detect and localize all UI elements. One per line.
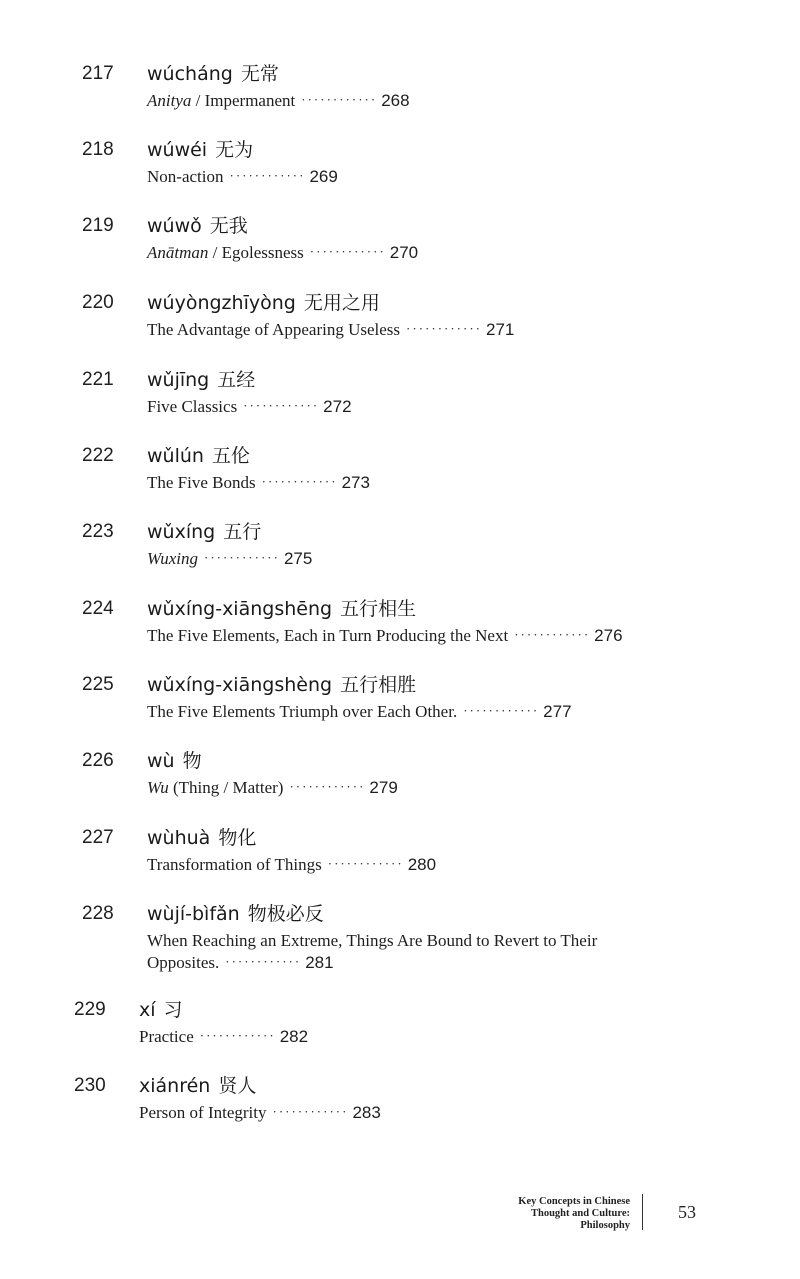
- entry-number: 222: [82, 445, 114, 466]
- entry-term: [147, 597, 416, 621]
- entry-page-number: 283: [352, 1103, 381, 1122]
- entry-term: [147, 138, 253, 162]
- entry-hanzi: 五伦: [211, 445, 250, 467]
- book-title-line-1: Key Concepts in Chinese: [518, 1196, 630, 1207]
- entry-term: [147, 291, 380, 315]
- entry-number: 225: [82, 674, 114, 695]
- entry-hanzi: 五行相胜: [340, 674, 417, 696]
- entry-pinyin: wúcháng: [147, 63, 233, 85]
- entry-page-number: 279: [369, 778, 398, 797]
- book-title-line-3: Philosophy: [580, 1220, 630, 1231]
- entry-term: [147, 368, 255, 392]
- entry-number: 218: [82, 139, 114, 160]
- dot-leader: ············: [309, 244, 386, 259]
- entry-description-text: When Reaching an Extreme, Things Are Bound to Revert to Their Opposites.: [147, 931, 598, 972]
- entry-number: 221: [82, 369, 114, 390]
- entry-page-number: 273: [341, 473, 370, 492]
- dot-leader: ············: [225, 954, 302, 969]
- entry-page-number: 281: [305, 953, 334, 972]
- entry-description-text: The Five Bonds: [147, 473, 256, 492]
- entry-number: 227: [82, 827, 114, 848]
- entry-description-text: The Five Elements Triumph over Each Other.: [147, 702, 458, 721]
- entry-description[interactable]: [139, 1102, 381, 1125]
- entry-pinyin: wúwéi: [147, 139, 208, 161]
- entry-number: 217: [82, 63, 114, 84]
- entry-description[interactable]: [147, 548, 312, 571]
- dot-leader: ············: [463, 703, 540, 718]
- entry-pinyin: wǔxíng-xiāngshēng: [147, 598, 333, 620]
- entry-hanzi: 五行相生: [340, 598, 417, 620]
- entry-description-text: / Egolessness: [208, 243, 304, 262]
- entry-description-italic: Wu: [147, 778, 169, 797]
- entry-description[interactable]: [147, 930, 647, 975]
- entry-term: [147, 749, 202, 773]
- entry-term: [147, 902, 324, 926]
- entry-hanzi: 五行: [223, 521, 262, 543]
- entry-page-number: 270: [389, 243, 419, 262]
- footer-divider: [642, 1194, 643, 1230]
- entry-hanzi: 物极必反: [247, 903, 324, 925]
- entry-term: [147, 826, 256, 850]
- entry-description-text: / Impermanent: [191, 91, 296, 110]
- entry-description-text: Five Classics: [147, 397, 238, 416]
- entry-description[interactable]: [147, 625, 623, 648]
- page-footer: [500, 1192, 700, 1240]
- entry-description-italic: Wuxing: [147, 549, 198, 568]
- entry-term: [147, 444, 250, 468]
- entry-description-text: Transformation of Things: [147, 855, 322, 874]
- entry-description[interactable]: [147, 396, 352, 419]
- entry-page-number: 277: [543, 702, 572, 721]
- entry-number: 230: [74, 1075, 106, 1096]
- entry-hanzi: 物化: [218, 827, 257, 849]
- page-number: 53: [678, 1202, 696, 1222]
- dot-leader: ············: [514, 627, 591, 642]
- entry-page-number: 271: [486, 320, 515, 339]
- entry-number: 219: [82, 215, 114, 236]
- entry-page-number: 268: [381, 91, 410, 110]
- entry-term: [147, 214, 248, 238]
- entry-description-italic: Anitya: [147, 91, 192, 110]
- entry-term: [139, 998, 183, 1022]
- entry-pinyin: xiánrén: [139, 1075, 211, 1097]
- entry-description[interactable]: [147, 777, 398, 800]
- entry-description[interactable]: [139, 1026, 308, 1049]
- entry-description-text: (Thing / Matter): [168, 778, 284, 797]
- entry-hanzi: 无常: [240, 63, 279, 85]
- entry-term: [147, 62, 279, 86]
- entry-pinyin: wúwǒ: [147, 215, 202, 237]
- entry-pinyin: wù: [147, 750, 175, 772]
- entry-pinyin: wùjí-bìfǎn: [147, 903, 240, 925]
- entry-description-text: The Five Elements, Each in Turn Producing the Next: [147, 626, 509, 645]
- entry-term: [147, 673, 416, 697]
- entry-term: [139, 1074, 256, 1098]
- entry-hanzi: 五经: [217, 369, 256, 391]
- entry-number: 223: [82, 521, 114, 542]
- entry-description[interactable]: [147, 90, 410, 113]
- entry-page-number: 272: [323, 397, 352, 416]
- entry-pinyin: wùhuà: [147, 827, 211, 849]
- entry-number: 220: [82, 292, 114, 313]
- entry-number: 226: [82, 750, 114, 771]
- entry-hanzi: 无我: [209, 215, 248, 237]
- entry-number: 224: [82, 598, 114, 619]
- entry-pinyin: xí: [139, 999, 156, 1021]
- entry-page-number: 280: [407, 855, 437, 874]
- entry-description[interactable]: [147, 701, 572, 724]
- entry-pinyin: wǔxíng-xiāngshèng: [147, 674, 333, 696]
- entry-description[interactable]: [147, 242, 418, 265]
- entry-hanzi: 习: [163, 999, 183, 1021]
- entry-description-italic: Anātman: [147, 243, 209, 262]
- entry-hanzi: 无为: [215, 139, 254, 161]
- dot-leader: ············: [229, 168, 306, 183]
- entry-description-text: Practice: [139, 1027, 194, 1046]
- dot-leader: ············: [406, 321, 482, 336]
- entry-description[interactable]: [147, 319, 514, 342]
- entry-pinyin: wǔjīng: [147, 369, 210, 391]
- dot-leader: ············: [261, 474, 338, 489]
- entry-number: 228: [82, 903, 114, 924]
- dot-leader: ············: [301, 92, 378, 107]
- dot-leader: ············: [327, 856, 404, 871]
- entry-hanzi: 无用之用: [303, 292, 380, 314]
- dot-leader: ············: [272, 1104, 349, 1119]
- entry-term: [147, 520, 261, 544]
- entry-description[interactable]: [147, 854, 436, 877]
- dot-leader: ············: [199, 1028, 276, 1043]
- entry-page-number: 282: [279, 1027, 309, 1046]
- entry-page-number: 275: [283, 549, 313, 568]
- entry-pinyin: wúyòngzhīyòng: [147, 292, 296, 314]
- entry-pinyin: wǔlún: [147, 445, 204, 467]
- dot-leader: ············: [243, 398, 320, 413]
- book-title-line-2: Thought and Culture:: [530, 1208, 630, 1219]
- book-title: [518, 1196, 630, 1232]
- dot-leader: ············: [204, 550, 280, 565]
- entry-description-text: Person of Integrity: [139, 1103, 267, 1122]
- entry-page-number: 276: [594, 626, 623, 645]
- dot-leader: ············: [289, 779, 366, 794]
- entry-hanzi: 物: [182, 750, 202, 772]
- entry-description-text: The Advantage of Appearing Useless: [147, 320, 401, 339]
- entry-description[interactable]: [147, 166, 338, 189]
- entry-description[interactable]: [147, 472, 370, 495]
- entry-page-number: 269: [309, 167, 338, 186]
- entry-hanzi: 贤人: [218, 1075, 257, 1097]
- entry-description-text: Non-action: [147, 167, 224, 186]
- entry-number: 229: [74, 999, 106, 1020]
- entry-pinyin: wǔxíng: [147, 521, 216, 543]
